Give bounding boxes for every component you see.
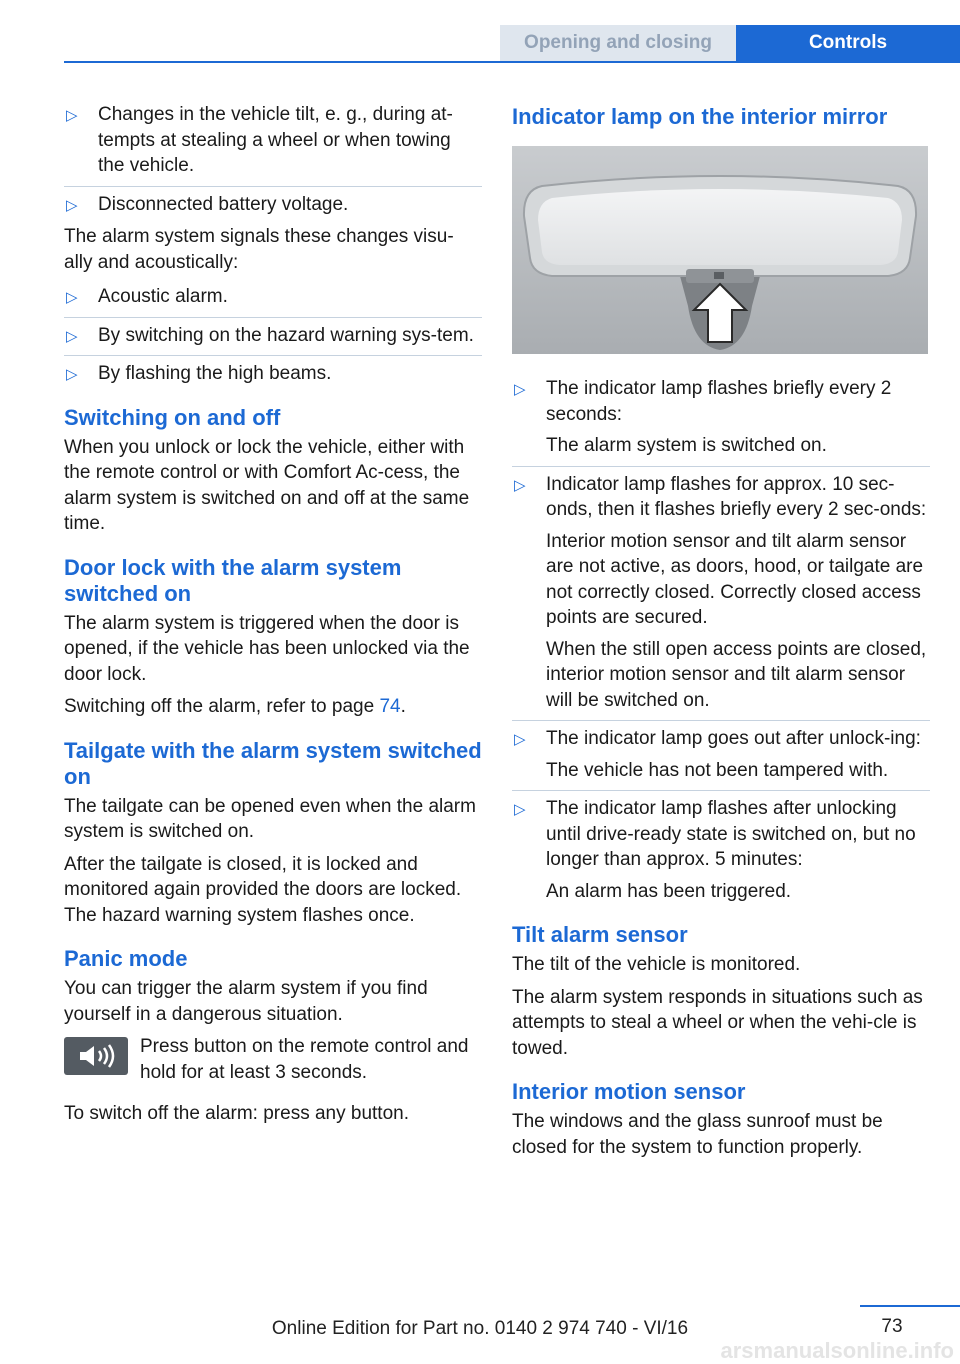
triangle-bullet-icon: ▷ [66,289,78,306]
tailgate-text-2: After the tailgate is closed, it is locked and monitored again provided the doors are locked. The hazard warning system flashes once. [64,853,462,926]
list-item: ▷ Disconnected battery voltage. [64,186,482,218]
list-item: ▷ Acoustic alarm. [64,282,482,310]
triangle-bullet-icon: ▷ [514,801,526,818]
list-item: ▷ The indicator lamp goes out after unlock‐ing: The vehicle has not been tampered with. [512,720,930,783]
door-lock-heading: Door lock with the alarm system switched on [64,554,402,606]
triangle-bullet-icon: ▷ [514,476,526,494]
triangle-bullet-icon: ▷ [514,381,526,398]
door-lock-text: The alarm system is triggered when the door is opened, if the vehicle has been unlocked via the door lock. [64,612,470,685]
door-lock-reference: Switching off the alarm, refer to page 74. [64,696,406,717]
left-column [64,100,482,1134]
tilt-sensor-text-2: The alarm system responds in situations such as attempts to steal a wheel or when the vehi‐cle is towed. [512,986,923,1059]
motion-sensor-heading: Interior motion sensor [512,1079,746,1104]
edition-text: Online Edition for Part no. 0140 2 974 740 - VI/16 [271,1318,689,1339]
panic-instruction: Press button on the remote control and hold for at least 3 seconds. [140,1036,469,1083]
list-item: ▷ The indicator lamp flashes after unlocking until drive-ready state is switched on, but no longer than approx. 5 minutes: An alarm has been triggered. [512,790,930,904]
signals-bullet-list [64,282,482,387]
header-chapter-tab: Controls [736,25,960,61]
panic-instruction-row [64,1034,482,1085]
tailgate-heading: Tailgate with the alarm system switched on [64,737,482,789]
watermark: arsmanualsonline.info [720,1338,954,1363]
page-link[interactable]: 74 [379,696,401,717]
switching-heading: Switching on and off [64,404,281,430]
indicator-heading: Indicator lamp on the interior mirror [512,104,888,129]
motion-sensor-text: The windows and the glass sunroof must be closed for the system to function properly. [512,1111,883,1158]
panic-off-text: To switch off the alarm: press any button. [64,1103,409,1124]
list-item: ▷ Changes in the vehicle tilt, e. g., during at‐tempts at stealing a wheel or when towing the vehicle. [66,104,453,176]
right-column [512,100,930,1167]
panic-text: You can trigger the alarm system if you find yourself in a dangerous situation. [64,978,428,1025]
switching-text: When you unlock or lock the vehicle, either with the remote control or with Comfort Ac‐cess, the alarm system is switched on and off at the same time. [64,436,470,534]
triangle-bullet-icon: ▷ [66,366,78,383]
signals-intro: The alarm system signals these changes visu‐ally and acoustically: [64,226,454,273]
tilt-bullet-list [64,100,482,217]
panic-heading: Panic mode [64,946,188,971]
header-divider [64,61,960,63]
triangle-bullet-icon: ▷ [66,327,78,345]
triangle-bullet-icon: ▷ [66,196,78,214]
list-item: ▷ The indicator lamp flashes briefly every 2 seconds: The alarm system is switched on. [514,378,892,456]
panic-button-icon [64,1037,128,1075]
triangle-bullet-icon: ▷ [66,107,78,124]
tilt-sensor-heading: Tilt alarm sensor [512,922,688,947]
indicator-list [512,374,930,904]
header-section-tab: Opening and closing [500,25,736,61]
list-item: ▷ By switching on the hazard warning sys‐tem. [64,317,482,349]
list-item: ▷ Indicator lamp flashes for approx. 10 sec‐onds, then it flashes briefly every 2 sec‐onds: Interior motion sensor and tilt alarm sensor are not active, as doors, hood, or tailgate are not correctly closed. Correctly closed access points are secured. When the still open access points are closed, interior motion sensor and tilt alarm sensor will be switched on. [512,466,930,714]
list-item: ▷ By flashing the high beams. [64,355,482,387]
triangle-bullet-icon: ▷ [514,731,526,748]
footer-divider [860,1305,960,1307]
tailgate-text-1: The tailgate can be opened even when the alarm system is switched on. [64,795,476,842]
tilt-sensor-text-1: The tilt of the vehicle is monitored. [512,954,801,975]
interior-mirror-image [512,146,928,354]
page-number: 73 [881,1316,903,1337]
